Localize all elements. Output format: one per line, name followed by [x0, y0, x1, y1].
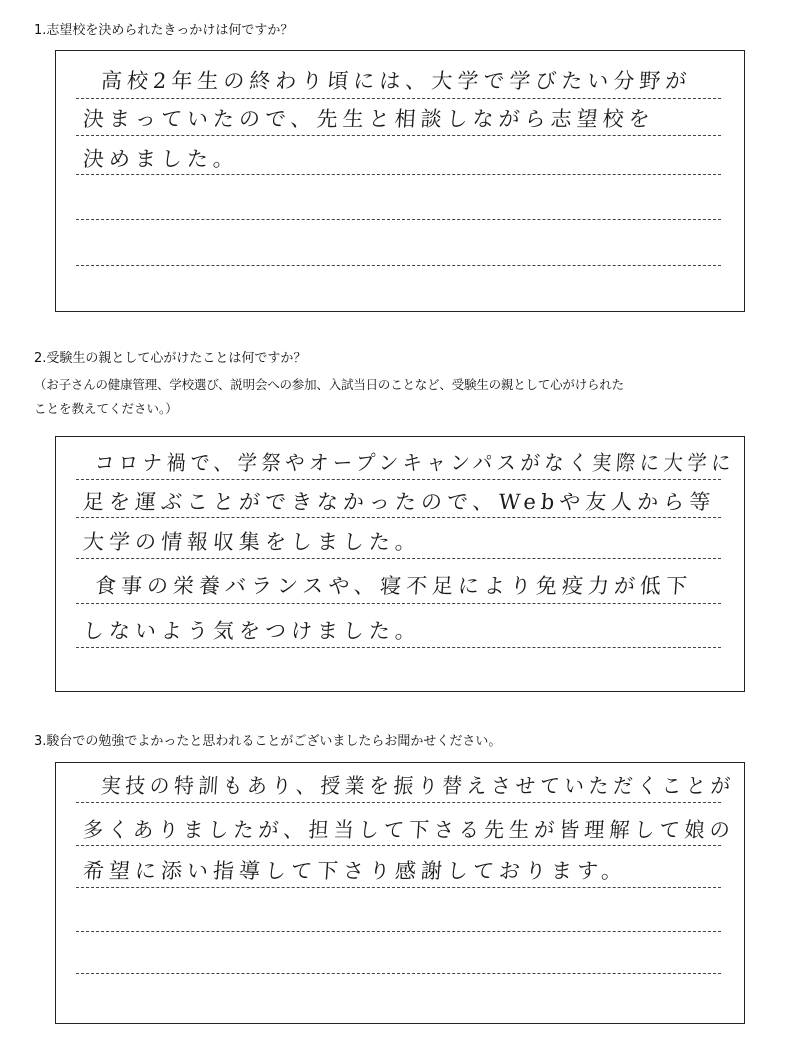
answer-3-line-3: 希望に添い指導して下さり感謝しております。	[82, 859, 629, 883]
answer-1-line-1: 高校2年生の終わり頃には、大学で学びたい分野が	[100, 69, 693, 93]
answer-2-line-1: コロナ禍で、学祭やオープンキャンパスがなく実際に大学に	[94, 451, 736, 475]
question-2-note-line-1: （お子さんの健康管理、学校選び、説明会への参加、入試当日のことなど、受験生の親として心がけられた	[34, 377, 624, 392]
answer-2-line-2: 足を運ぶことができなかったので、Webや友人から等	[82, 490, 717, 514]
answer-3-line-1: 実技の特訓もあり、授業を振り替えさせていただくことが	[100, 774, 736, 798]
question-2-note-line-2: ことを教えてください。）	[34, 401, 178, 416]
answer-1-line-3: 決めました。	[82, 147, 240, 171]
answer-box-1	[55, 50, 745, 312]
question-1: 1.志望校を決められたきっかけは何ですか？	[34, 23, 294, 38]
answer-2-line-5: しないよう気をつけました。	[82, 619, 422, 643]
answer-3-line-2: 多くありましたが、担当して下さる先生が皆理解して娘の	[82, 818, 736, 842]
answer-box-3	[55, 762, 745, 1024]
answer-2-line-4: 食事の栄養バランスや、寝不足により免疫力が低下	[94, 574, 693, 598]
answer-2-line-3: 大学の情報収集をしました。	[82, 530, 422, 554]
answer-1-line-2: 決まっていたので、先生と相談しながら志望校を	[82, 107, 656, 131]
question-3: 3.駿台での勉強でよかったと思われることがございましたらお聞かせください。	[34, 734, 502, 749]
answer-box-2	[55, 436, 745, 692]
question-2: 2.受験生の親として心がけたことは何ですか？	[34, 351, 307, 366]
